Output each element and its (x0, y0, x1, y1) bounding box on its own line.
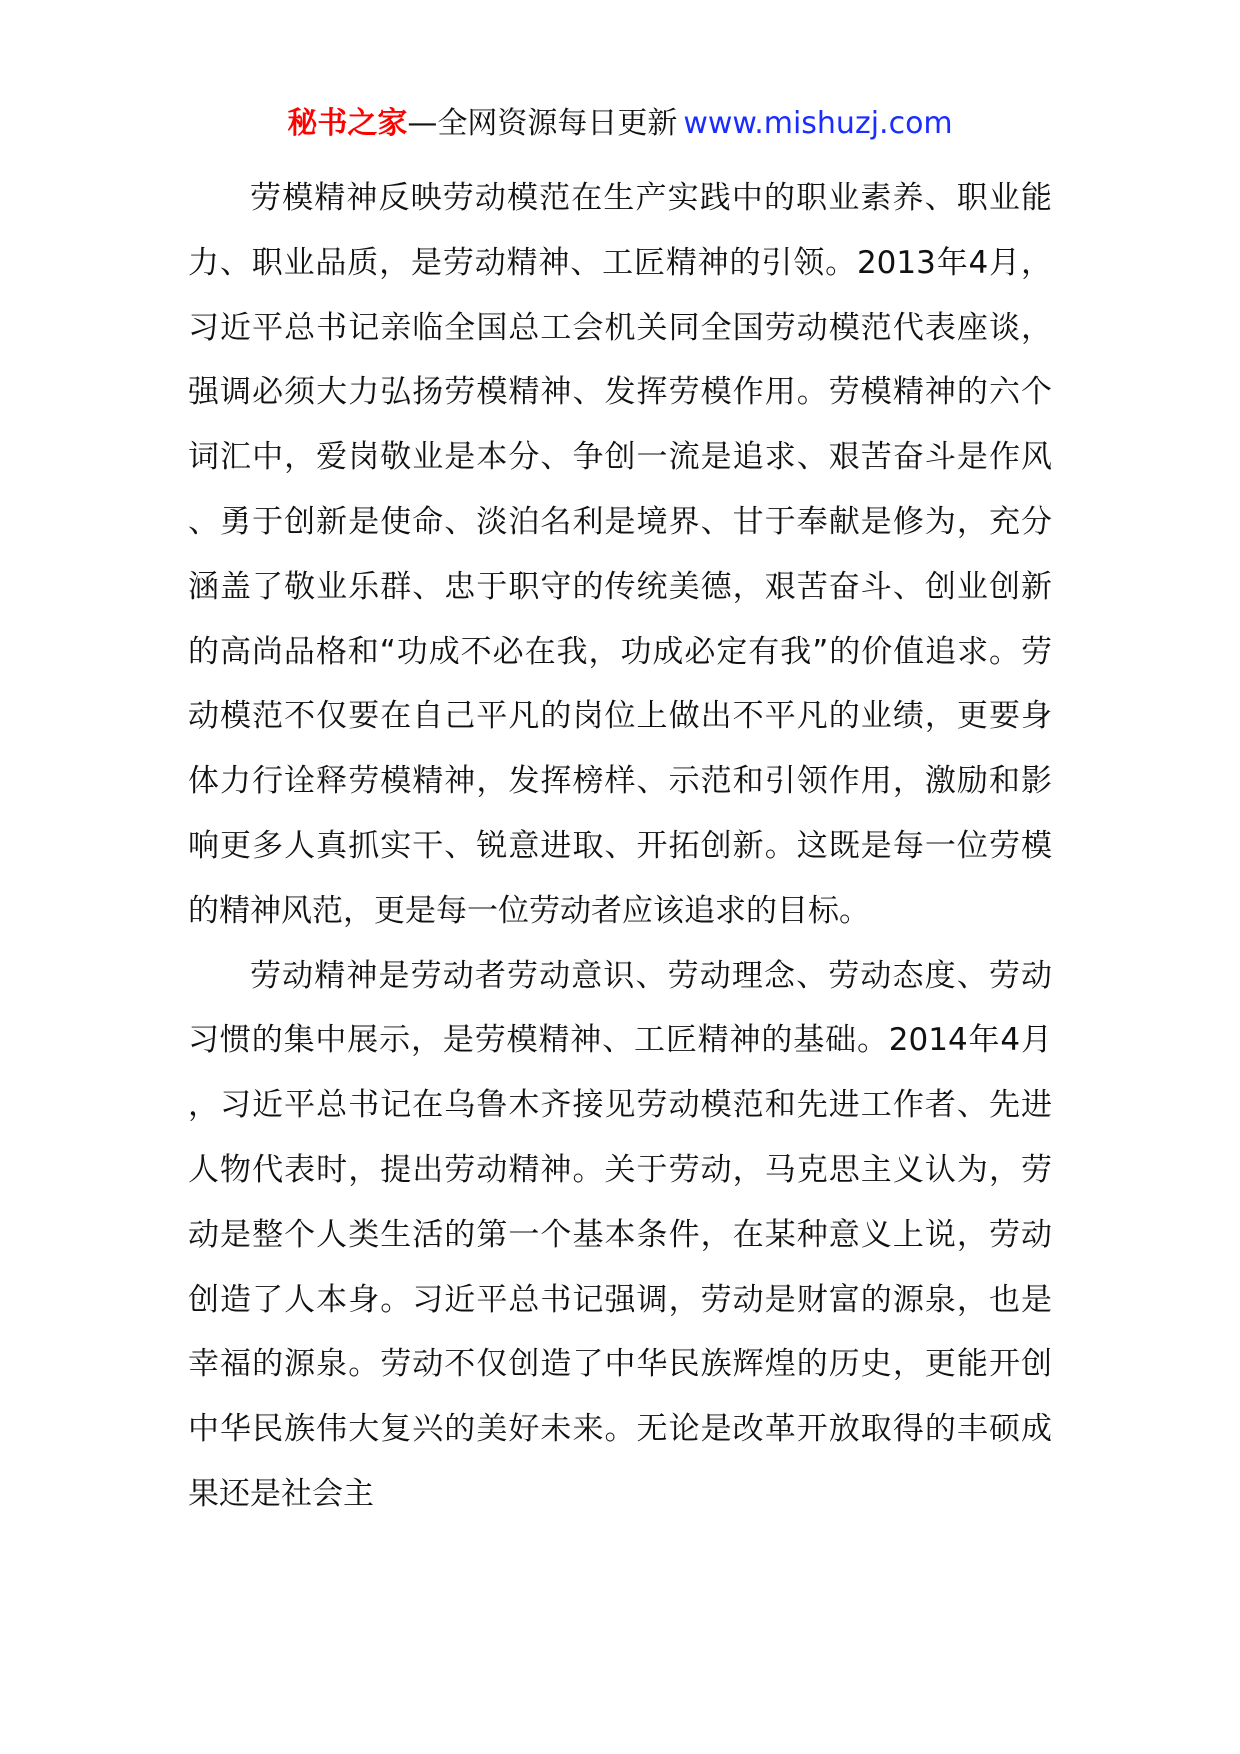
header-tagline: —全网资源每日更新 (407, 106, 678, 141)
paragraph-2: 劳动精神是劳动者劳动意识、劳动理念、劳动态度、劳动习惯的集中展示，是劳模精神、工匠精神的基础。2014年4月，习近平总书记在乌鲁木齐接见劳动模范和先进工作者、先进人物代表时，提出劳动精神。关于劳动，马克思主义认为，劳动是整个人类生活的第一个基本条件，在某种意义上说，劳动创造了人本身。习近平总书记强调，劳动是财富的源泉，也是幸福的源泉。劳动不仅创造了中华民族辉煌的历史，更能开创中华民族伟大复兴的美好未来。无论是改革开放取得的丰硕成果还是社会主 (188, 957, 1052, 1512)
site-url-link[interactable]: www.mishuzj.com (683, 106, 953, 141)
paragraph-1: 劳模精神反映劳动模范在生产实践中的职业素养、职业能力、职业品质，是劳动精神、工匠精神的引领。2013年4月，习近平总书记亲临全国总工会机关同全国劳动模范代表座谈，强调必须大力弘扬劳模精神、发挥劳模作用。劳模精神的六个词汇中，爱岗敬业是本分、争创一流是追求、艰苦奋斗是作风、勇于创新是使命、淡泊名利是境界、甘于奉献是修为，充分涵盖了敬业乐群、忠于职守的传统美德，艰苦奋斗、创业创新的高尚品格和“功成不必在我，功成必定有我”的价值追求。劳动模范不仅要在自己平凡的岗位上做出不平凡的业绩，更要身体力行诠释劳模精神，发挥榜样、示范和引领作用，激励和影响更多人真抓实干、锐意进取、开拓创新。这既是每一位劳模的精神风范，更是每一位劳动者应该追求的目标。 (188, 180, 1052, 929)
page-header (0, 104, 1240, 144)
brand-name: 秘书之家 (287, 106, 408, 141)
document-body (188, 166, 1052, 1527)
